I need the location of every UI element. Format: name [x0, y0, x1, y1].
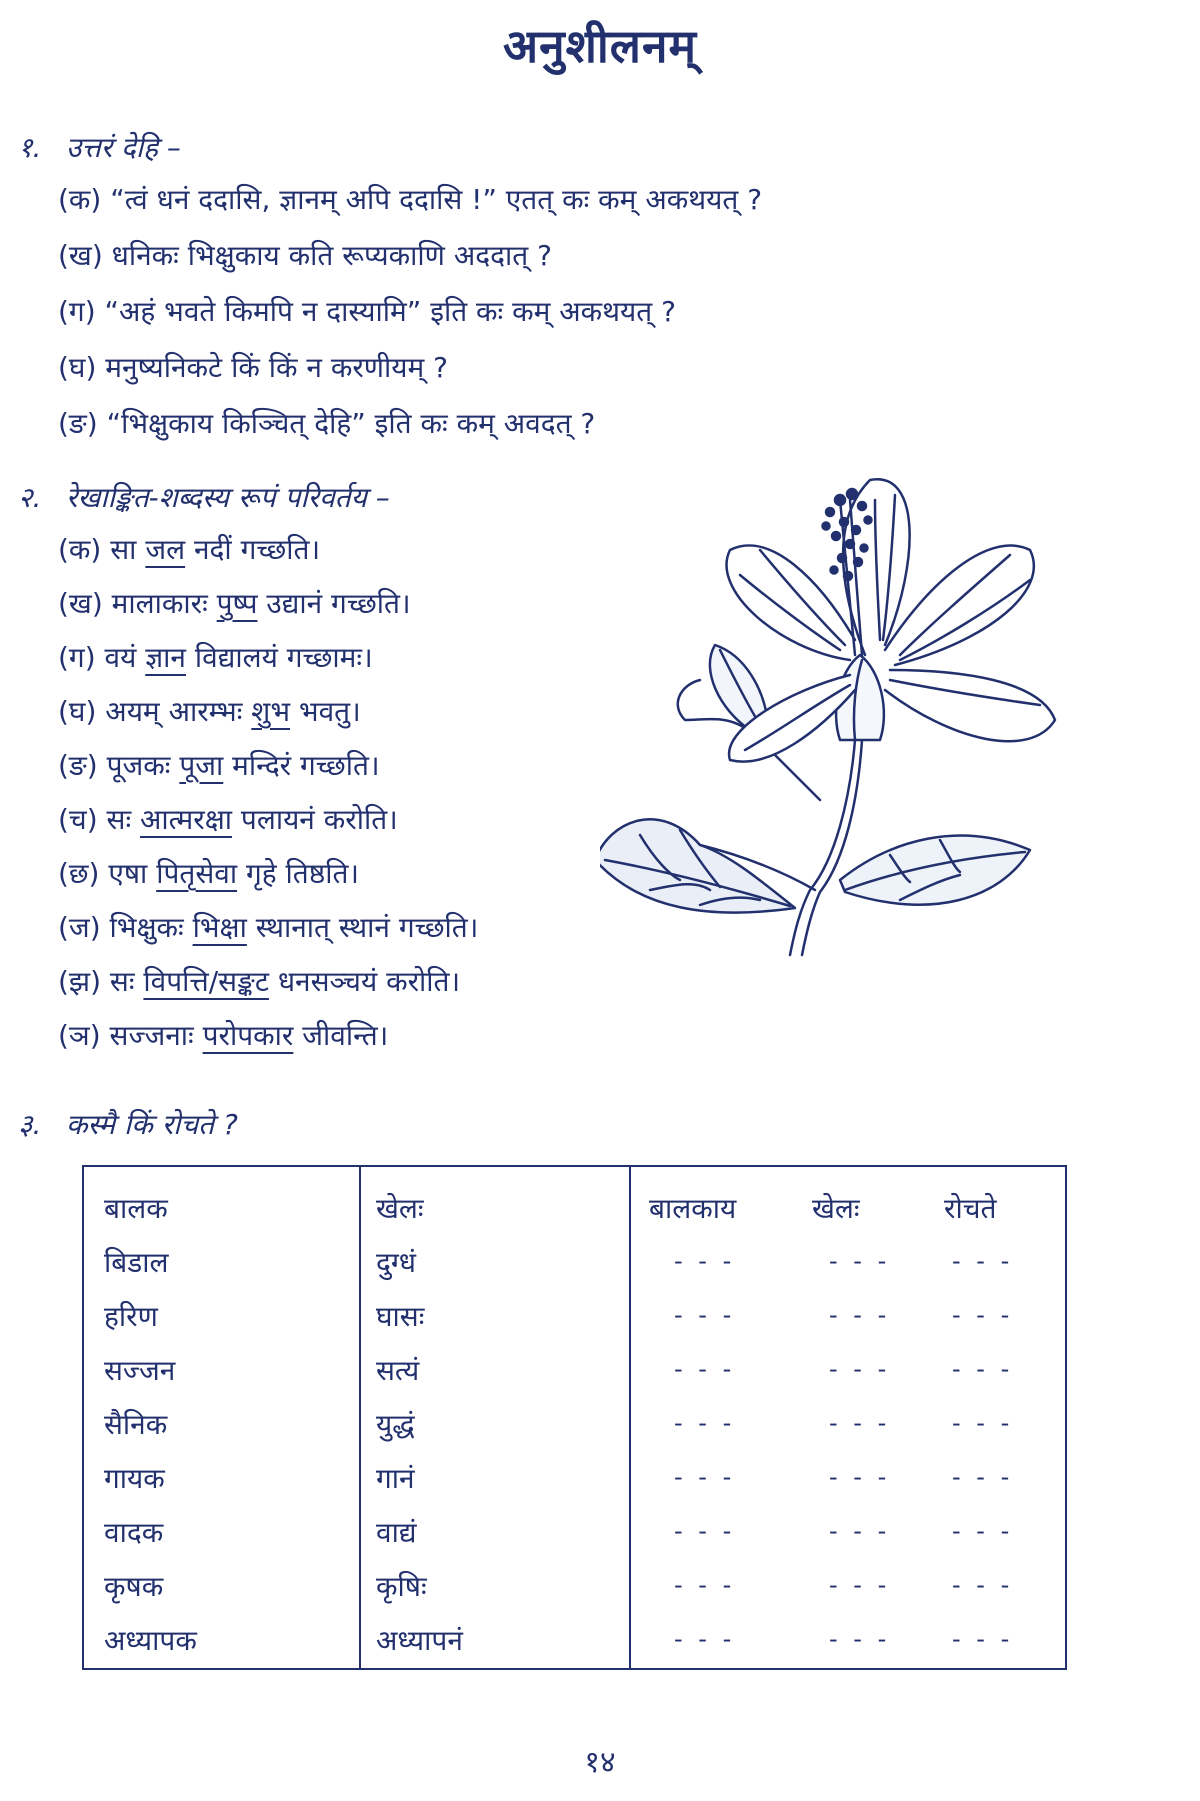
answer-blank: - - - [674, 1247, 736, 1275]
question-3-heading [18, 1105, 238, 1143]
question-1-item: (ग) “अहं भवते किमपि न दास्यामि” इति कः कम् अकथयत् ? [58, 295, 677, 328]
question-2-item [58, 854, 359, 892]
column-divider [629, 1167, 631, 1668]
item-suffix: उद्यानं गच्छति। [257, 587, 411, 620]
answer-blank: - - - [952, 1625, 1014, 1653]
answer-blank: - - - [952, 1409, 1014, 1437]
answer-blank: - - - [952, 1463, 1014, 1491]
answer-header: खेलः [812, 1192, 860, 1225]
answer-blank: - - - [674, 1463, 736, 1491]
table-cell-object: खेलः [376, 1192, 424, 1225]
answer-blank: - - - [829, 1409, 891, 1437]
underlined-word: शुभ [251, 695, 291, 728]
answer-blank: - - - [952, 1571, 1014, 1599]
item-prefix: (ञ) सज्जनाः [58, 1019, 203, 1052]
answer-blank: - - - [829, 1625, 891, 1653]
page-title: अनुशीलनम् [502, 19, 698, 73]
page-number: १४ [584, 1745, 616, 1780]
question-2-item [58, 638, 373, 676]
answer-blank: - - - [674, 1409, 736, 1437]
table-cell-noun: सैनिक [104, 1408, 168, 1441]
question-2-heading [18, 478, 390, 516]
question-3-heading-text: कस्मै किं रोचते ? [66, 1108, 238, 1141]
underlined-word: आत्मरक्षा [140, 803, 233, 836]
table-cell-noun: सज्जन [104, 1354, 176, 1387]
answer-blank: - - - [952, 1301, 1014, 1329]
table-cell-noun: कृषक [104, 1570, 164, 1603]
answer-blank: - - - [952, 1517, 1014, 1545]
question-1-item: (ङ) “भिक्षुकाय किञ्चित् देहि” इति कः कम् अवदत् ? [58, 407, 596, 440]
item-prefix: (ग) वयं [58, 641, 146, 674]
table-cell-object: दुग्धं [376, 1246, 416, 1279]
item-prefix: (झ) सः [58, 965, 144, 998]
answer-blank: - - - [829, 1355, 891, 1383]
item-prefix: (क) सा [58, 533, 146, 566]
item-suffix: गृहे तिष्ठति। [237, 857, 360, 890]
question-1-heading-text: उत्तरं देहि – [66, 131, 181, 164]
underlined-word: विपत्ति/सङ्कट [143, 965, 269, 998]
table-cell-noun: बालक [104, 1192, 168, 1225]
table-cell-object: कृषिः [376, 1570, 427, 1603]
table-cell-object: युद्धं [376, 1408, 415, 1441]
answer-blank: - - - [952, 1355, 1014, 1383]
underlined-word: पितृसेवा [156, 857, 238, 890]
answer-blank: - - - [952, 1247, 1014, 1275]
activity-table [82, 1165, 1067, 1670]
answer-blank: - - - [829, 1517, 891, 1545]
question-2-number: २. [18, 481, 42, 514]
table-cell-object: अध्यापनं [376, 1624, 463, 1657]
answer-blank: - - - [674, 1355, 736, 1383]
table-cell-noun: हरिण [104, 1300, 158, 1333]
hibiscus-flower-illustration [600, 440, 1180, 960]
answer-header: बालकाय [649, 1192, 737, 1225]
table-cell-object: वाद्यं [376, 1516, 417, 1549]
question-2-item [58, 1016, 388, 1054]
question-1-item: (घ) मनुष्यनिकटे किं किं न करणीयम् ? [58, 351, 449, 384]
question-2-item [58, 962, 460, 1000]
question-1-number: १. [18, 131, 42, 164]
table-cell-noun: गायक [104, 1462, 165, 1495]
item-prefix: (ज) भिक्षुकः [58, 911, 193, 944]
underlined-word: भिक्षा [192, 911, 247, 944]
question-2-item [58, 692, 361, 730]
item-suffix: भवतु। [290, 695, 361, 728]
answer-blank: - - - [829, 1247, 891, 1275]
item-suffix: धनसञ्चयं करोति। [268, 965, 461, 998]
answer-blank: - - - [829, 1463, 891, 1491]
item-prefix: (ख) मालाकारः [58, 587, 217, 620]
item-suffix: नदीं गच्छति। [185, 533, 321, 566]
answer-blank: - - - [829, 1571, 891, 1599]
item-prefix: (छ) एषा [58, 857, 157, 890]
underlined-word: परोपकार [202, 1019, 294, 1052]
table-cell-noun: वादक [104, 1516, 164, 1549]
item-prefix: (घ) अयम् आरम्भः [58, 695, 252, 728]
question-2-heading-text: रेखाङ्कित-शब्दस्य रूपं परिवर्तय – [66, 481, 390, 514]
underlined-word: ज्ञान [145, 641, 186, 674]
table-cell-object: सत्यं [376, 1354, 420, 1387]
table-cell-noun: अध्यापक [104, 1624, 197, 1657]
question-1-heading [18, 128, 181, 166]
question-1-item: (ख) धनिकः भिक्षुकाय कति रूप्यकाणि अददात् ? [58, 239, 552, 272]
question-2-item [58, 584, 411, 622]
answer-blank: - - - [674, 1625, 736, 1653]
answer-blank: - - - [674, 1517, 736, 1545]
question-2-item [58, 530, 320, 568]
answer-header: रोचते [944, 1192, 997, 1225]
column-divider [359, 1167, 361, 1668]
question-2-item [58, 746, 380, 784]
table-cell-object: गानं [376, 1462, 415, 1495]
question-2-item [58, 800, 398, 838]
underlined-word: जल [145, 533, 186, 566]
table-cell-object: घासः [376, 1300, 425, 1333]
question-1-item: (क) “त्वं धनं ददासि, ज्ञानम् अपि ददासि !” एतत् कः कम् अकथयत् ? [58, 183, 763, 216]
item-suffix: स्थानात् स्थानं गच्छति। [246, 911, 479, 944]
question-2-item [58, 908, 478, 946]
answer-blank: - - - [674, 1301, 736, 1329]
underlined-word: पूजा [179, 749, 224, 782]
item-prefix: (च) सः [58, 803, 141, 836]
item-suffix: मन्दिरं गच्छति। [223, 749, 380, 782]
underlined-word: पुष्प [216, 587, 258, 620]
item-prefix: (ङ) पूजकः [58, 749, 180, 782]
question-3-number: ३. [18, 1108, 42, 1141]
answer-blank: - - - [829, 1301, 891, 1329]
table-cell-noun: बिडाल [104, 1246, 169, 1279]
item-suffix: जीवन्ति। [293, 1019, 389, 1052]
answer-blank: - - - [674, 1571, 736, 1599]
item-suffix: पलायनं करोति। [232, 803, 398, 836]
item-suffix: विद्यालयं गच्छामः। [185, 641, 373, 674]
